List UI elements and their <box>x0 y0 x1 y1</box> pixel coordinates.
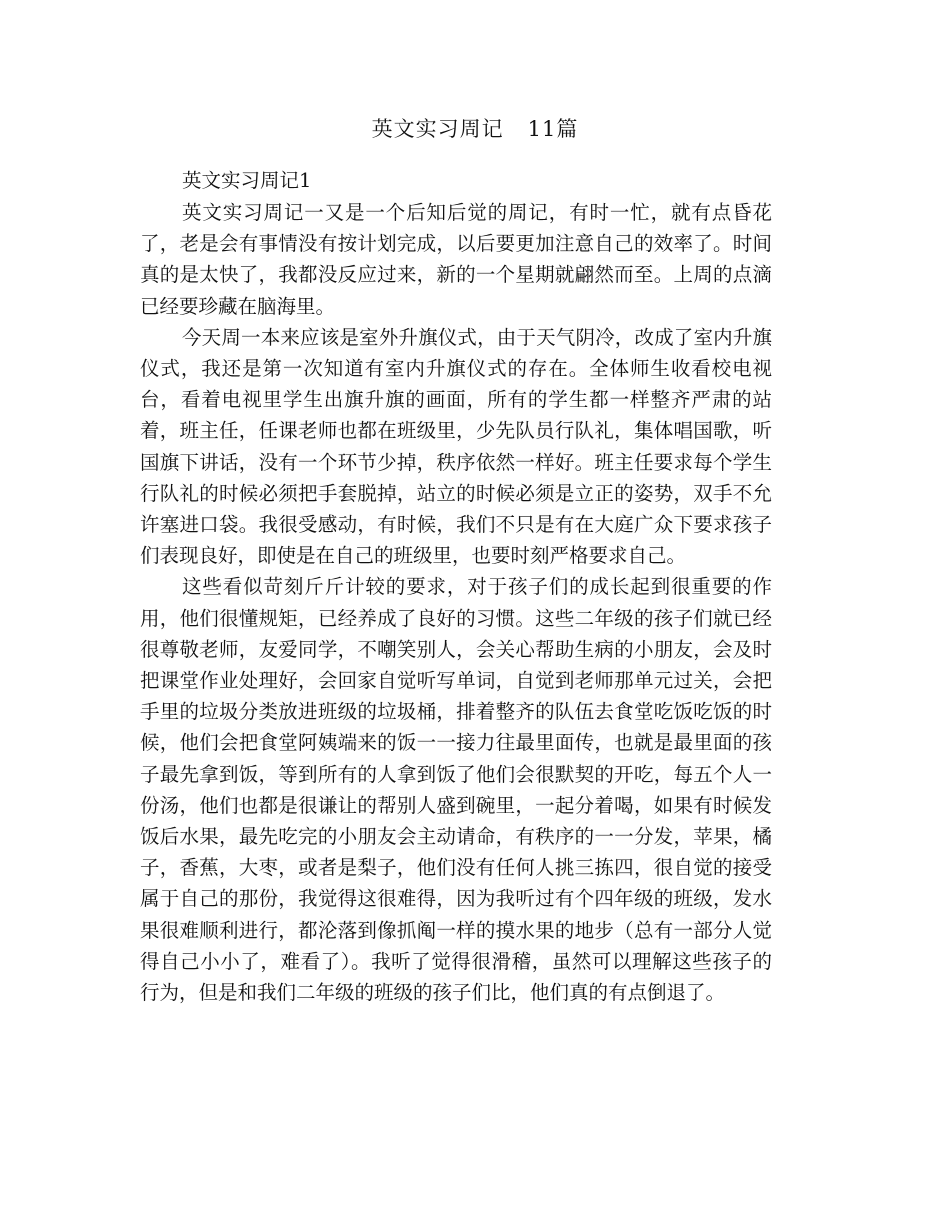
paragraph-1: 英文实习周记一又是一个后知后觉的周记，有时一忙，就有点昏花了，老是会有事情没有按计划完成，以后要更加注意自己的效率了。时间真的是太快了，我都没反应过来，新的一个星期就翩然而至。上周的点滴已经要珍藏在脑海里。 <box>140 201 772 318</box>
title-main: 英文实习周记 <box>371 117 504 141</box>
document-body <box>140 165 772 1008</box>
paragraph-2: 今天周一本来应该是室外升旗仪式，由于天气阴冷，改成了室内升旗仪式，我还是第一次知道有室内升旗仪式的存在。全体师生收看校电视台，看着电视里学生出旗升旗的画面，所有的学生都一样整齐严肃的站着，班主任，任课老师也都在班级里，少先队员行队礼，集体唱国歌，听国旗下讲话，没有一个环节少掉，秩序依然一样好。班主任要求每个学生行队礼的时候必须把手套脱掉，站立的时候必须是立正的姿势，双手不允许塞进口袋。我很受感动，有时候，我们不只是有在大庭广众下要求孩子们表现良好，即使是在自己的班级里，也要时刻严格要求自己。 <box>140 325 772 568</box>
page-title <box>0 114 950 144</box>
paragraph-3: 这些看似苛刻斤斤计较的要求，对于孩子们的成长起到很重要的作用，他们很懂规矩，已经养成了良好的习惯。这些二年级的孩子们就已经很尊敬老师，友爱同学，不嘲笑别人，会关心帮助生病的小朋友，会及时把课堂作业处理好，会回家自觉听写单词，自觉到老师那单元过关，会把手里的垃圾分类放进班级的垃圾桶，排着整齐的队伍去食堂吃饭吃饭的时候，他们会把食堂阿姨端来的饭一一接力往最里面传，也就是最里面的孩子最先拿到饭，等到所有的人拿到饭了他们会很默契的开吃，每五个人一份汤，他们也都是很谦让的帮别人盛到碗里，一起分着喝，如果有时候发饭后水果，最先吃完的小朋友会主动请命，有秩序的一一分发，苹果，橘子，香蕉，大枣，或者是梨子，他们没有任何人挑三拣四，很自觉的接受属于自己的那份，我觉得这很难得，因为我听过有个四年级的班级，发水果很难顺利进行，都沦落到像抓阄一样的摸水果的地步（总有一部分人觉得自己小小了，难看了）。我听了觉得很滑稽，虽然可以理解这些孩子的行为，但是和我们二年级的班级的孩子们比，他们真的有点倒退了。 <box>140 575 772 1005</box>
section-heading: 英文实习周记1 <box>182 169 312 192</box>
title-count: 11篇 <box>527 117 579 141</box>
